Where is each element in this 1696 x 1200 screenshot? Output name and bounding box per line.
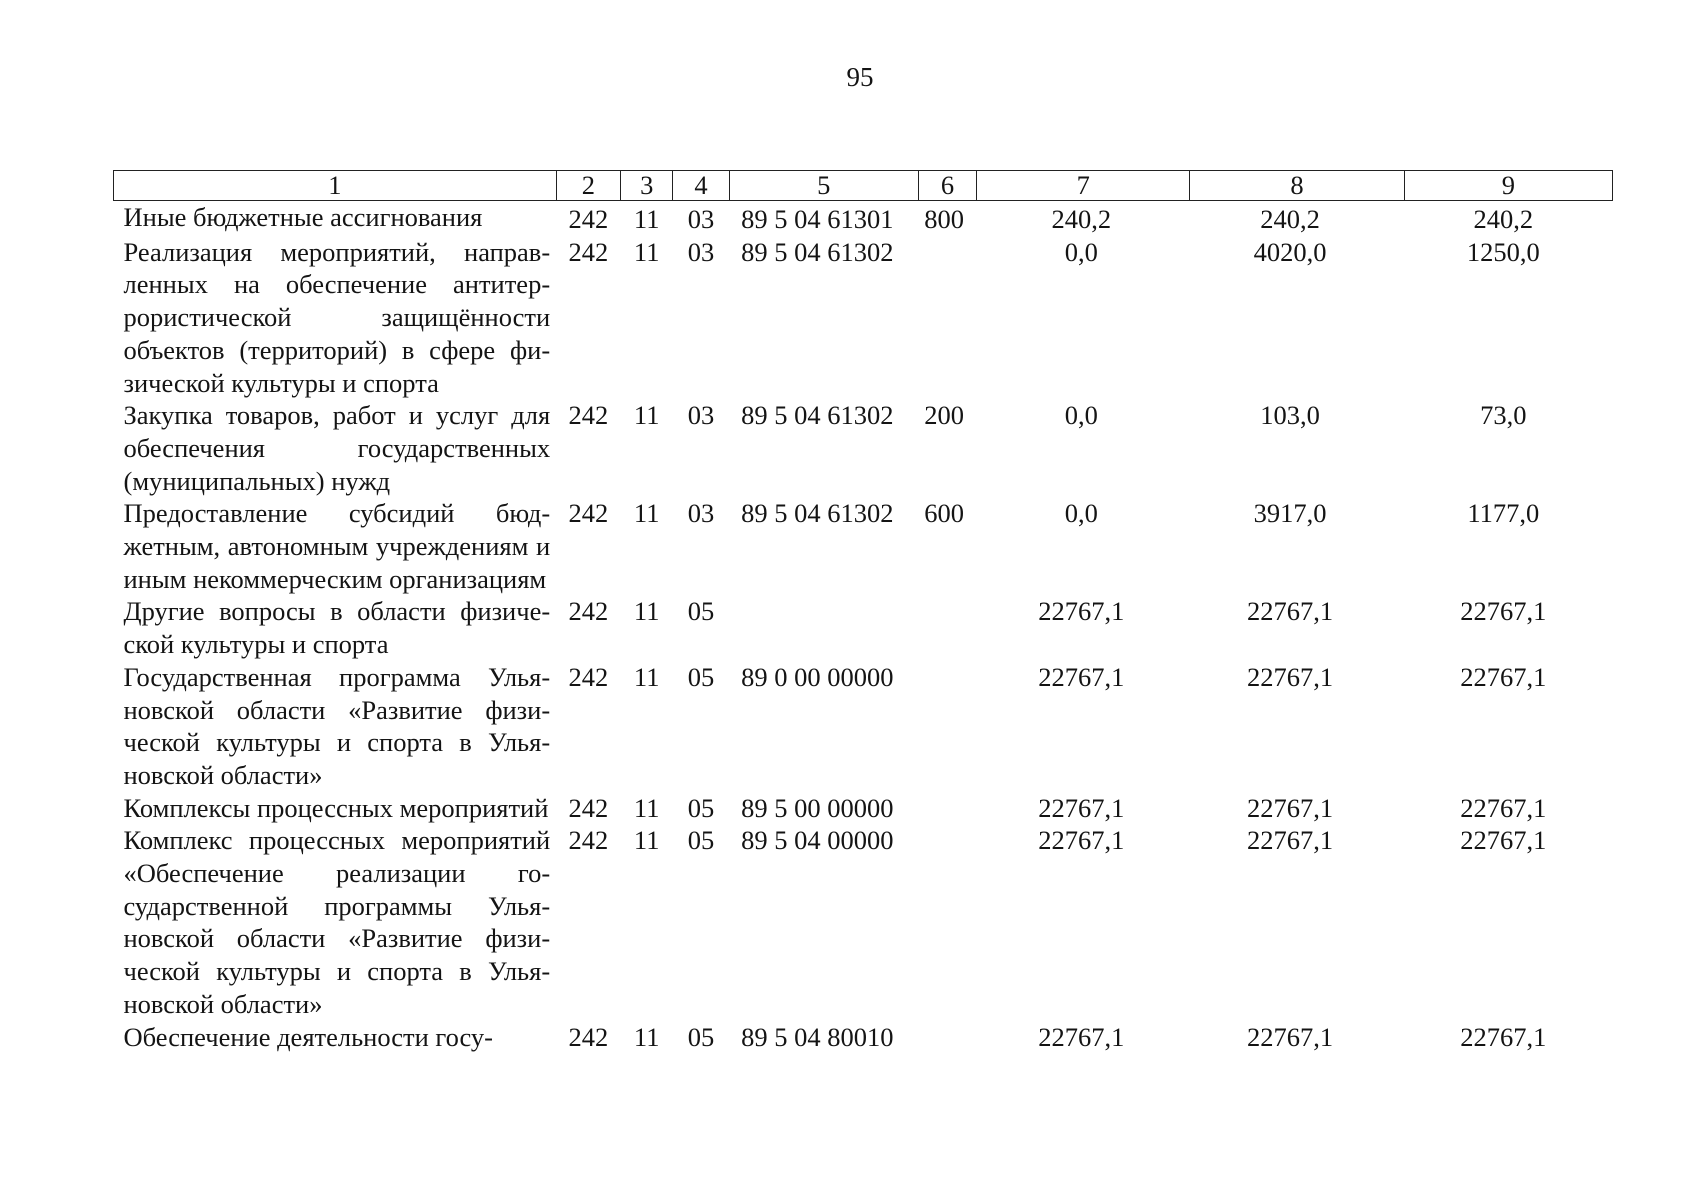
cell-section-code: 11 <box>633 400 660 431</box>
table-header <box>114 171 1613 201</box>
page-number: 95 <box>846 62 874 92</box>
cell-expense-type <box>918 661 976 792</box>
table-row <box>114 595 1613 660</box>
cell-name: Обеспечение деятельности госу- <box>123 1021 494 1052</box>
cell-expense-type: 600 <box>924 498 965 529</box>
cell-amount-2: 240,2 <box>1260 204 1320 234</box>
cell-target-article: 89 5 00 00000 <box>741 792 894 823</box>
cell-amount-3: 22767,1 <box>1460 825 1547 856</box>
cell-expense-type <box>918 236 976 400</box>
table-row <box>114 1021 1613 1054</box>
cell-ministry-code: 242 <box>568 204 609 234</box>
cell-subsection-code: 03 <box>687 498 715 529</box>
column-header-amount-3: 9 <box>1404 171 1612 201</box>
cell-target-article: 89 5 04 61302 <box>741 498 894 529</box>
column-header-amount-1: 7 <box>977 171 1190 201</box>
cell-target-article: 89 5 04 00000 <box>741 825 894 856</box>
cell-amount-3: 22767,1 <box>1460 661 1547 692</box>
cell-amount-1: 240,2 <box>1051 204 1112 234</box>
cell-amount-2: 4020,0 <box>1253 236 1327 267</box>
column-header-subsection: 4 <box>673 171 729 201</box>
cell-subsection-code: 05 <box>687 661 715 692</box>
cell-section-code: 11 <box>633 661 660 692</box>
cell-name: Комплекс процессных мероприятий «Обеспечение реализации государственной программы Ульяновской области «Развитие физической культуры и спорта в Ульяновской области» <box>123 825 551 1019</box>
cell-expense-type <box>918 824 976 1020</box>
cell-ministry-code: 242 <box>568 400 609 431</box>
cell-section-code: 11 <box>633 236 660 267</box>
cell-name: Реализация мероприятий, направленных на обеспечение антитеррористической защищённости объектов (территорий) в сфере физической культуры и спорта <box>123 236 551 398</box>
cell-amount-1: 22767,1 <box>1038 661 1125 692</box>
cell-target-article <box>729 595 918 660</box>
cell-amount-1: 0,0 <box>1064 236 1098 267</box>
cell-section-code: 11 <box>633 1021 660 1052</box>
cell-amount-2: 22767,1 <box>1246 596 1334 627</box>
cell-expense-type <box>918 792 976 825</box>
column-header-expense-type: 6 <box>918 171 976 201</box>
cell-section-code: 11 <box>633 825 660 856</box>
cell-name: Комплексы процессных мероприятий <box>123 792 549 823</box>
column-header-ministry: 2 <box>556 171 620 201</box>
cell-amount-1: 22767,1 <box>1038 596 1125 627</box>
cell-section-code: 11 <box>633 204 660 234</box>
cell-subsection-code: 03 <box>687 236 715 267</box>
table-row <box>114 497 1613 595</box>
cell-subsection-code: 05 <box>687 792 715 823</box>
table-row <box>114 399 1613 497</box>
cell-amount-1: 22767,1 <box>1038 825 1125 856</box>
cell-expense-type: 200 <box>924 400 965 431</box>
table-row <box>114 824 1613 1020</box>
cell-section-code: 11 <box>633 596 660 627</box>
cell-ministry-code: 242 <box>568 596 609 627</box>
cell-target-article: 89 5 04 80010 <box>741 1021 894 1052</box>
cell-amount-3: 22767,1 <box>1460 792 1547 823</box>
cell-amount-3: 73,0 <box>1480 400 1527 431</box>
cell-ministry-code: 242 <box>568 498 609 529</box>
column-header-target-article: 5 <box>729 171 918 201</box>
cell-target-article: 89 5 04 61301 <box>741 204 894 234</box>
cell-name: Закупка товаров, работ и услуг для обеспечения государственных (муниципальных) нужд <box>123 400 551 496</box>
cell-amount-2: 3917,0 <box>1253 498 1327 529</box>
table-body <box>114 201 1613 1054</box>
cell-section-code: 11 <box>633 498 660 529</box>
cell-amount-1: 22767,1 <box>1038 1021 1125 1052</box>
cell-amount-2: 22767,1 <box>1246 792 1334 823</box>
cell-amount-2: 22767,1 <box>1246 825 1334 856</box>
table-row <box>114 661 1613 792</box>
cell-expense-type: 800 <box>924 204 965 234</box>
column-header-name: 1 <box>114 171 557 201</box>
cell-amount-3: 22767,1 <box>1460 596 1547 627</box>
cell-amount-2: 103,0 <box>1260 400 1320 431</box>
column-header-amount-2: 8 <box>1190 171 1404 201</box>
cell-subsection-code: 03 <box>687 400 715 431</box>
cell-ministry-code: 242 <box>568 1021 609 1052</box>
cell-amount-1: 0,0 <box>1064 498 1098 529</box>
cell-target-article: 89 5 04 61302 <box>741 236 894 267</box>
cell-name: Иные бюджетные ассигнования <box>123 202 483 232</box>
cell-amount-2: 22767,1 <box>1246 661 1334 692</box>
cell-name: Предоставление субсидий бюджетным, автономным учреждениям и иным некоммерческим организациям <box>123 498 551 594</box>
cell-subsection-code: 05 <box>687 596 715 627</box>
cell-ministry-code: 242 <box>568 825 609 856</box>
table-row <box>114 792 1613 825</box>
cell-amount-3: 240,2 <box>1473 204 1534 234</box>
column-number-row <box>114 171 1613 201</box>
cell-expense-type <box>918 1021 976 1054</box>
cell-subsection-code: 05 <box>687 1021 715 1052</box>
cell-target-article: 89 0 00 00000 <box>741 661 894 692</box>
cell-amount-1: 22767,1 <box>1038 792 1125 823</box>
cell-subsection-code: 05 <box>687 825 715 856</box>
table-row <box>114 201 1613 236</box>
column-header-section: 3 <box>621 171 673 201</box>
budget-allocation-table <box>113 170 1613 1053</box>
cell-amount-2: 22767,1 <box>1246 1021 1334 1052</box>
cell-subsection-code: 03 <box>687 204 715 234</box>
cell-amount-3: 1250,0 <box>1466 236 1540 267</box>
cell-name: Другие вопросы в области физической культуры и спорта <box>123 596 551 660</box>
cell-ministry-code: 242 <box>568 792 609 823</box>
cell-ministry-code: 242 <box>568 661 609 692</box>
cell-expense-type <box>918 595 976 660</box>
cell-amount-3: 1177,0 <box>1467 498 1540 529</box>
cell-amount-3: 22767,1 <box>1460 1021 1547 1052</box>
cell-name: Государственная программа Ульяновской области «Развитие физической культуры и спорта в Ульяновской области» <box>123 661 551 790</box>
cell-target-article: 89 5 04 61302 <box>741 400 894 431</box>
table-row <box>114 236 1613 400</box>
cell-amount-1: 0,0 <box>1064 400 1098 431</box>
cell-ministry-code: 242 <box>568 236 609 267</box>
cell-section-code: 11 <box>633 792 660 823</box>
